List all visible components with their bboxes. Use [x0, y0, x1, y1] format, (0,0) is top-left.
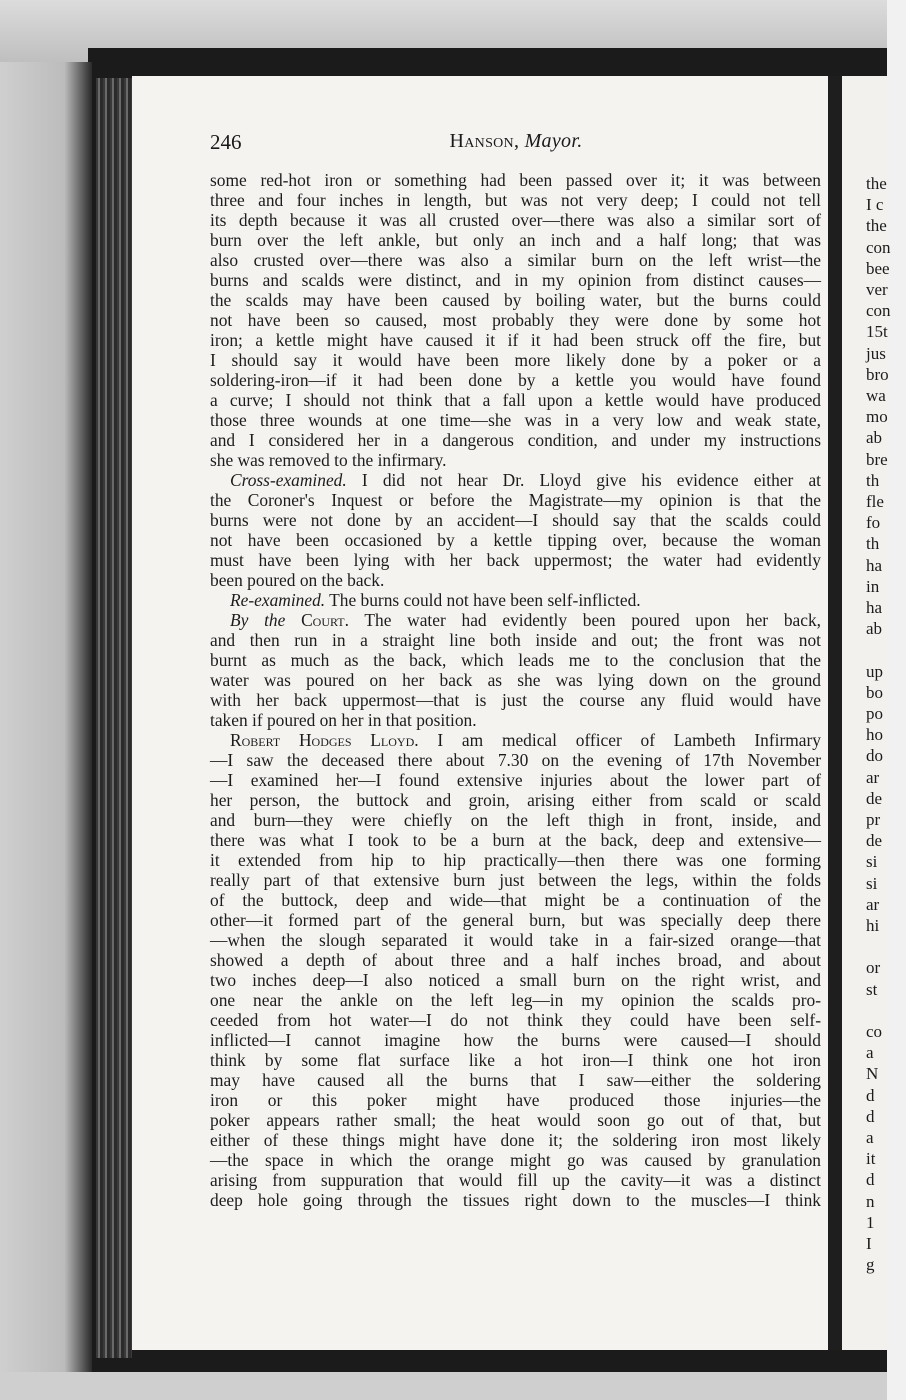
facing-page-fragment: the: [866, 174, 887, 193]
facing-page-fragment: ar: [866, 894, 880, 914]
text-line: [210, 510, 821, 530]
text-line: [210, 750, 821, 770]
text-run: By the: [230, 610, 302, 630]
text-run: —I saw the deceased there about 7.30 on the evening of 17th November: [210, 750, 821, 770]
facing-page-fragment: n: [866, 1191, 875, 1211]
text-run: burns were not done by an accident—I should say that the scalds could: [210, 510, 821, 530]
text-run: iron or this poker might have produced those injuries—the: [210, 1090, 821, 1110]
text-run: must have been lying with her back uppermost; the water had evidently: [210, 550, 821, 570]
facing-page-fragment: co: [866, 1022, 883, 1041]
facing-page-fragment: fle: [866, 492, 884, 511]
facing-page-fragment: bee: [866, 258, 890, 278]
facing-page-fragment: st: [866, 979, 878, 999]
text-line: [210, 650, 821, 670]
text-line: [210, 250, 821, 270]
text-run: taken if poured on her in that position.: [210, 710, 477, 730]
facing-page-fragment: con: [866, 237, 891, 257]
text-line: [210, 450, 821, 470]
facing-page-fragment: d: [866, 1106, 875, 1126]
text-line: [210, 990, 821, 1010]
text-run: ceeded from hot water—I do not think they could have been self-: [210, 1010, 821, 1030]
text-run: with her back uppermost—that is just the course any fluid would have: [210, 690, 821, 710]
text-line: [210, 1170, 821, 1190]
text-run: iron; a kettle might have caused it if it had been struck off the fire, but: [210, 330, 821, 350]
page-body-text: [210, 170, 821, 1210]
facing-page-fragment: ab: [866, 619, 883, 639]
facing-page-fragment: d: [866, 1085, 875, 1105]
text-line: [210, 950, 821, 970]
book-page: [132, 76, 828, 1350]
text-line: [210, 470, 821, 490]
text-run: been poured on the back.: [210, 570, 385, 590]
running-head-title: Mayor.: [524, 130, 583, 152]
facing-page-fragment: bo: [866, 682, 883, 702]
text-run: those three wounds at one time—she was in a very low and weak state,: [210, 410, 821, 430]
text-line: [210, 490, 821, 510]
text-run: Robert Hodges Lloyd.: [230, 730, 419, 750]
facing-page-fragment: I c: [866, 195, 884, 215]
text-run: showed a depth of about three and a half inches broad, and about: [210, 950, 821, 970]
text-line: [210, 810, 821, 830]
text-line: [210, 710, 821, 730]
text-line: [210, 370, 821, 390]
photo-background-bottom: [0, 1372, 887, 1400]
text-run: soldering-iron—if it had been done by a kettle you would have found: [210, 370, 821, 390]
text-run: and burn—they were chiefly on the left thigh in front, inside, and: [210, 810, 821, 830]
text-line: [210, 290, 821, 310]
text-run: and then run in a straight line both inside and out; the front was not: [210, 630, 821, 650]
text-run: it extended from hip to hip practically—then there was one forming: [210, 850, 821, 870]
text-line: [210, 190, 821, 210]
text-run: a curve; I should not think that a fall upon a kettle would have produced: [210, 390, 821, 410]
text-line: [210, 330, 821, 350]
facing-page-fragment: I: [866, 1234, 872, 1253]
text-run: I am medical officer of Lambeth Infirmary: [418, 730, 821, 750]
text-line: [210, 1150, 821, 1170]
text-run: of the buttock, deep and wide—that might be a continuation of the: [210, 890, 821, 910]
text-line: [210, 550, 821, 570]
text-line: [210, 670, 821, 690]
text-run: one near the ankle on the left leg—in my opinion the scalds pro-: [210, 990, 821, 1010]
facing-page-fragment: con: [866, 301, 891, 321]
text-run: either of these things might have done it; the soldering iron most likely: [210, 1130, 821, 1150]
text-line: [210, 570, 821, 590]
text-line: [210, 1050, 821, 1070]
running-head-name: Hanson,: [449, 130, 520, 152]
text-line: [210, 1070, 821, 1090]
text-line: [210, 230, 821, 250]
book-spine-shadow: [0, 62, 92, 1372]
text-run: the scalds may have been caused by boiling water, but the burns could: [210, 290, 821, 310]
text-line: [210, 430, 821, 450]
facing-page-fragment: d: [866, 1170, 875, 1190]
text-line: [210, 1110, 821, 1130]
text-run: think by some flat surface like a hot iron—I think one hot iron: [210, 1050, 821, 1070]
facing-page-fragment: ha: [866, 598, 883, 617]
text-run: —the space in which the orange might go was caused by granulation: [210, 1150, 821, 1170]
text-run: there was what I took to be a burn at the back, deep and extensive—: [210, 830, 821, 850]
text-run: really part of that extensive burn just between the legs, within the folds: [210, 870, 821, 890]
facing-page-fragment: th: [866, 534, 880, 554]
text-line: [210, 770, 821, 790]
facing-page-fragment: si: [866, 852, 878, 872]
facing-page-fragment: g: [866, 1255, 875, 1275]
text-run: not have been occasioned by a kettle tipping over, because the woman: [210, 530, 821, 550]
facing-page-fragment: 15t: [866, 322, 888, 342]
book-gutter: [828, 76, 842, 1350]
text-run: The water had evidently been poured upon her back,: [348, 610, 821, 630]
facing-page-fragment: ab: [866, 428, 883, 448]
facing-page-fragment: do: [866, 746, 883, 766]
facing-page-fragment: jus: [866, 343, 886, 363]
facing-page-fragment: fo: [866, 513, 881, 533]
text-line: [210, 1090, 821, 1110]
text-line: [210, 590, 821, 610]
facing-page-fragment: si: [866, 873, 878, 893]
text-line: [210, 270, 821, 290]
text-line: [210, 1010, 821, 1030]
text-line: [210, 310, 821, 330]
text-line: [210, 870, 821, 890]
text-line: [210, 850, 821, 870]
facing-page-fragment: wa: [866, 386, 886, 405]
text-line: [210, 170, 821, 190]
facing-page-fragment: hi: [866, 916, 880, 935]
text-run: may have caused all the burns that I saw—either the soldering: [210, 1070, 821, 1090]
running-head: [210, 130, 822, 153]
text-run: also crusted over—there was also a similar burn on the left wrist—the: [210, 250, 821, 270]
text-run: water was poured on her back as she was lying down on the ground: [210, 670, 821, 690]
facing-page-edge: [842, 76, 891, 1350]
facing-page-fragment: 1: [866, 1212, 875, 1232]
text-run: deep hole going through the tissues right down to the muscles—I think: [210, 1190, 821, 1210]
facing-page-fragment: de: [866, 831, 883, 851]
facing-page-fragment: ver: [866, 280, 888, 299]
text-run: burns and scalds were distinct, and in my opinion from distinct causes—: [210, 270, 821, 290]
text-run: three and four inches in length, but was not very deep; I could not tell: [210, 190, 821, 210]
text-line: [210, 930, 821, 950]
text-line: [210, 730, 821, 750]
text-line: [210, 390, 821, 410]
text-line: [210, 1190, 821, 1210]
text-run: —when the slough separated it would take in a fair-sized orange—that: [210, 930, 821, 950]
facing-page-fragment: ar: [866, 767, 880, 787]
text-line: [210, 530, 821, 550]
facing-page-fragment: a: [866, 1128, 874, 1147]
facing-page-fragment: the: [866, 216, 887, 236]
text-line: [210, 630, 821, 650]
text-run: other—it formed part of the general burn, but was specially deep there: [210, 910, 821, 930]
text-run: she was removed to the infirmary.: [210, 450, 447, 470]
text-run: I did not hear Dr. Lloyd give his evidence either at: [346, 470, 821, 490]
facing-page-fragment: bre: [866, 449, 888, 469]
text-run: her person, the buttock and groin, arising either from scald or scald: [210, 790, 821, 810]
text-run: Cross-examined.: [230, 470, 347, 490]
page-header: [210, 130, 822, 160]
text-run: its depth because it was all crusted over—there was also a similar sort of: [210, 210, 821, 230]
text-run: burnt as much as the back, which leads me to the conclusion that the: [210, 650, 821, 670]
facing-page-fragment: a: [866, 1043, 874, 1063]
text-line: [210, 610, 821, 630]
facing-page-fragment: po: [866, 704, 883, 723]
text-run: not have been so caused, most probably they were done by some hot: [210, 310, 821, 330]
text-run: Court.: [301, 610, 349, 630]
facing-page-fragment: N: [866, 1064, 879, 1084]
text-run: I should say it would have been more likely done by a poker or a: [210, 350, 821, 370]
text-run: the Coroner's Inquest or before the Magistrate—my opinion is that the: [210, 490, 821, 510]
facing-page-fragment: th: [866, 470, 880, 490]
text-run: inflicted—I cannot imagine how the burns were caused—I should: [210, 1030, 821, 1050]
text-run: The burns could not have been self-inflicted.: [325, 590, 641, 610]
facing-page-fragment: ha: [866, 555, 883, 575]
text-line: [210, 690, 821, 710]
facing-page-fragment: pr: [866, 810, 881, 829]
text-line: [210, 890, 821, 910]
facing-page-fragment: bro: [866, 364, 889, 384]
text-run: burn over the left ankle, but only an inch and a half long; that was: [210, 230, 821, 250]
text-run: —I examined her—I found extensive injuries about the lower part of: [210, 770, 821, 790]
text-line: [210, 1130, 821, 1150]
text-run: arising from suppuration that would fill up the cavity—it was a distinct: [210, 1170, 821, 1190]
text-line: [210, 350, 821, 370]
facing-page-fragment: de: [866, 788, 883, 808]
text-line: [210, 790, 821, 810]
page-number: 246: [210, 130, 242, 154]
text-line: [210, 970, 821, 990]
text-line: [210, 910, 821, 930]
text-run: and I considered her in a dangerous condition, and under my instructions: [210, 430, 821, 450]
text-line: [210, 1030, 821, 1050]
facing-page-fragment: in: [866, 576, 880, 596]
text-line: [210, 830, 821, 850]
facing-page-fragment: it: [866, 1149, 876, 1169]
text-line: [210, 210, 821, 230]
text-run: poker appears rather small; the heat would soon go out of that, but: [210, 1110, 821, 1130]
facing-page-fragment: or: [866, 958, 881, 978]
text-run: Re-examined.: [230, 590, 326, 610]
facing-page-fragment: up: [866, 661, 883, 681]
facing-page-fragment: ho: [866, 725, 883, 745]
text-run: some red-hot iron or something had been passed over it; it was between: [210, 170, 821, 190]
text-run: two inches deep—I also noticed a small burn on the right wrist, and: [210, 970, 821, 990]
facing-page-fragment: mo: [866, 407, 888, 427]
page-edges: [96, 78, 132, 1358]
text-line: [210, 410, 821, 430]
